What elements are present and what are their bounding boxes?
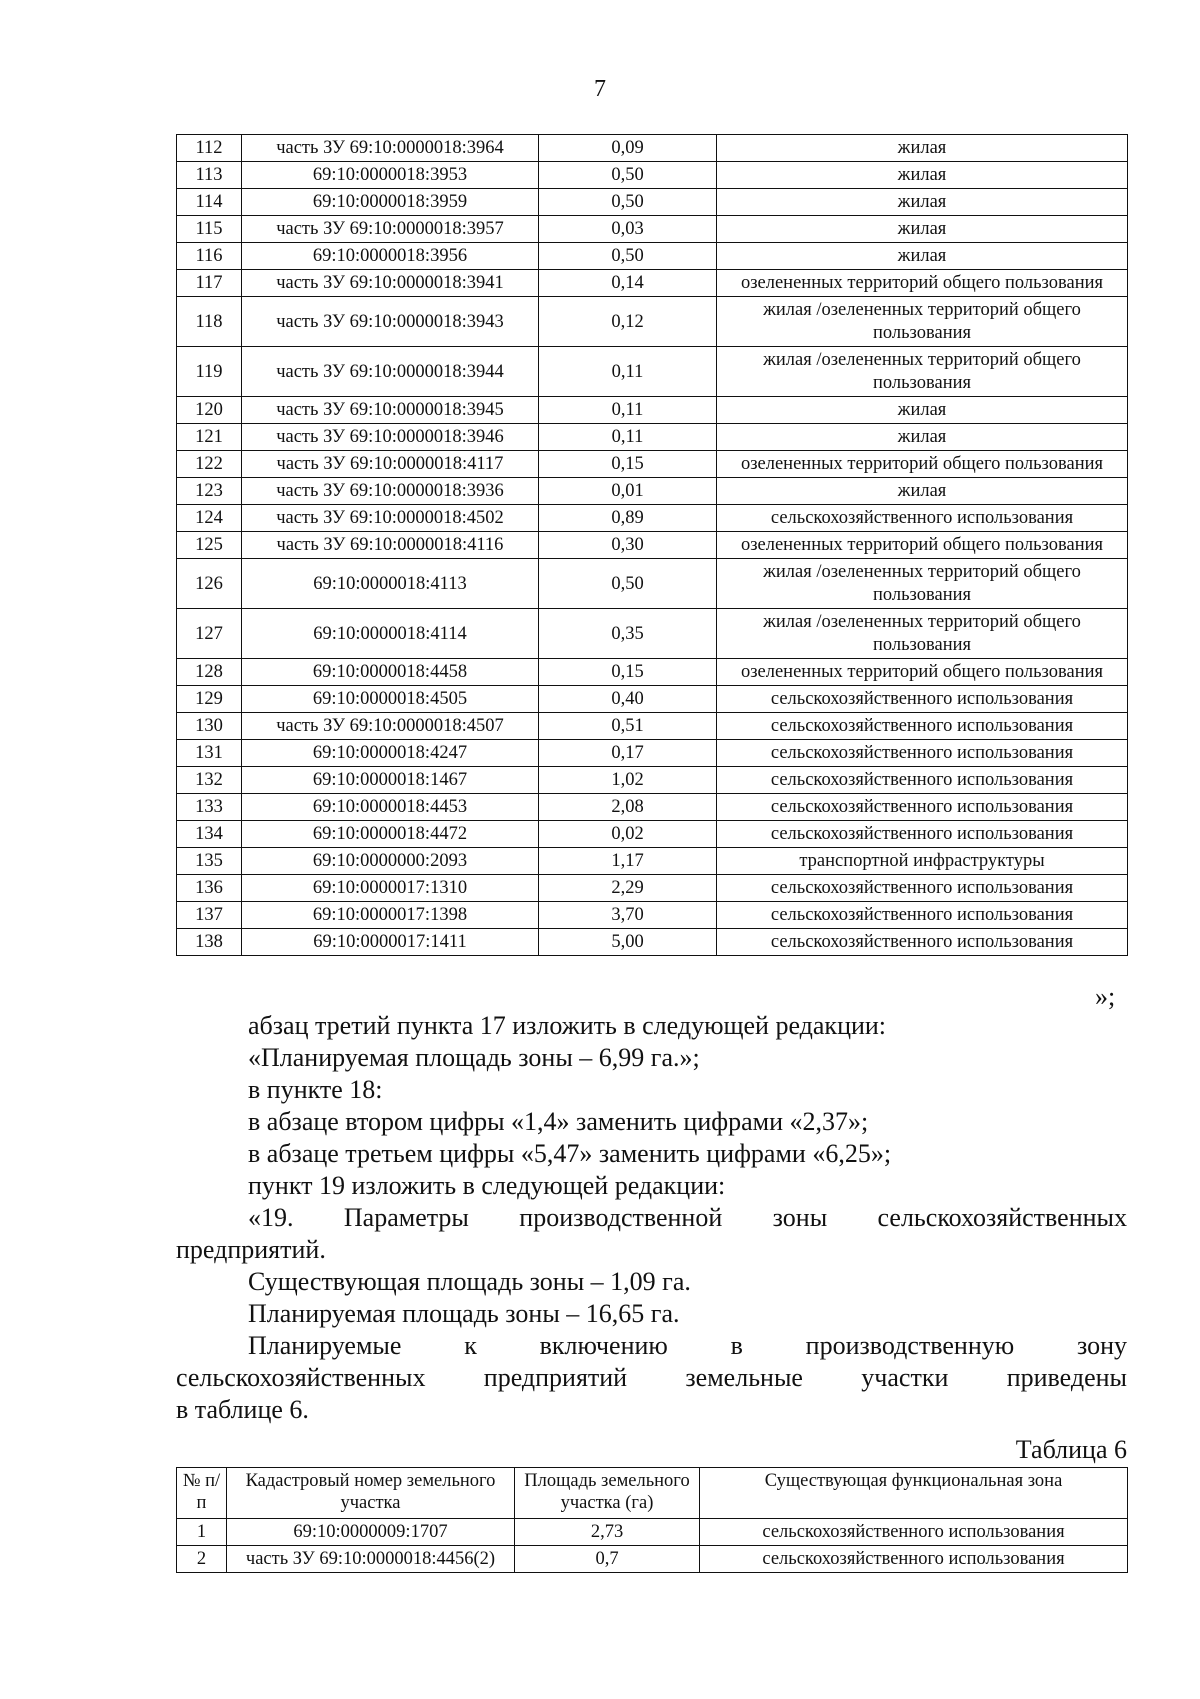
table-row <box>177 740 1128 767</box>
cell-number: 135 <box>177 848 242 875</box>
cell-area: 1,02 <box>539 767 717 794</box>
cell-area: 0,01 <box>539 478 717 505</box>
cell-number: 138 <box>177 929 242 956</box>
table-row <box>177 162 1128 189</box>
cell-number: 134 <box>177 821 242 848</box>
cell-zone: жилая /озелененных территорий общего пользования <box>717 559 1128 609</box>
table-row <box>177 1519 1128 1546</box>
paragraph: предприятий. <box>176 1235 326 1264</box>
table-row <box>177 505 1128 532</box>
table-row <box>177 189 1128 216</box>
cell-cadastral-number: часть ЗУ 69:10:0000018:3957 <box>242 216 539 243</box>
cell-cadastral-number: часть ЗУ 69:10:0000018:4502 <box>242 505 539 532</box>
table-row <box>177 1546 1128 1573</box>
cell-area: 0,02 <box>539 821 717 848</box>
cell-zone: сельскохозяйственного использования <box>717 505 1128 532</box>
table-6 <box>176 1467 1128 1573</box>
cell-cadastral-number: 69:10:0000018:3953 <box>242 162 539 189</box>
cell-cadastral-number: часть ЗУ 69:10:0000018:4456(2) <box>227 1546 515 1573</box>
table-header-row <box>177 1468 1128 1519</box>
table-6-body <box>177 1519 1128 1573</box>
cell-number: 112 <box>177 135 242 162</box>
cell-number: 123 <box>177 478 242 505</box>
cell-zone: сельскохозяйственного использования <box>717 875 1128 902</box>
cell-area: 2,29 <box>539 875 717 902</box>
cell-cadastral-number: часть ЗУ 69:10:0000018:3943 <box>242 297 539 347</box>
table-row <box>177 821 1128 848</box>
table-row <box>177 347 1128 397</box>
cell-zone: сельскохозяйственного использования <box>700 1519 1128 1546</box>
cell-cadastral-number: часть ЗУ 69:10:0000018:3945 <box>242 397 539 424</box>
cell-number: 1 <box>177 1519 227 1546</box>
cell-zone: жилая <box>717 424 1128 451</box>
land-plots-table-body <box>177 135 1128 956</box>
cell-area: 0,17 <box>539 740 717 767</box>
cell-area: 0,12 <box>539 297 717 347</box>
cell-cadastral-number: часть ЗУ 69:10:0000018:4117 <box>242 451 539 478</box>
cell-zone: жилая /озелененных территорий общего пользования <box>717 297 1128 347</box>
cell-area: 0,50 <box>539 243 717 270</box>
cell-area: 0,50 <box>539 559 717 609</box>
cell-number: 130 <box>177 713 242 740</box>
header-area: Площадь земельного участка (га) <box>515 1468 700 1519</box>
cell-zone: озелененных территорий общего пользования <box>717 451 1128 478</box>
cell-cadastral-number: 69:10:0000017:1411 <box>242 929 539 956</box>
cell-zone: озелененных территорий общего пользования <box>717 659 1128 686</box>
table-row <box>177 686 1128 713</box>
land-plots-table <box>176 134 1128 956</box>
cell-area: 2,08 <box>539 794 717 821</box>
table-row <box>177 609 1128 659</box>
cell-zone: сельскохозяйственного использования <box>717 686 1128 713</box>
cell-number: 137 <box>177 902 242 929</box>
header-zone: Существующая функциональная зона <box>700 1468 1128 1519</box>
cell-cadastral-number: часть ЗУ 69:10:0000018:4507 <box>242 713 539 740</box>
cell-cadastral-number: 69:10:0000000:2093 <box>242 848 539 875</box>
cell-cadastral-number: 69:10:0000018:4113 <box>242 559 539 609</box>
cell-zone: сельскохозяйственного использования <box>717 713 1128 740</box>
header-cadastral: Кадастровый номер земельного участка <box>227 1468 515 1519</box>
cell-cadastral-number: 69:10:0000017:1398 <box>242 902 539 929</box>
table-row <box>177 902 1128 929</box>
cell-zone: жилая <box>717 243 1128 270</box>
table-caption: Таблица 6 <box>1015 1435 1127 1464</box>
paragraph: Существующая площадь зоны – 1,09 га. <box>248 1267 691 1296</box>
cell-number: 125 <box>177 532 242 559</box>
cell-zone: жилая <box>717 135 1128 162</box>
cell-number: 127 <box>177 609 242 659</box>
cell-area: 0,09 <box>539 135 717 162</box>
cell-number: 131 <box>177 740 242 767</box>
cell-area: 0,11 <box>539 397 717 424</box>
table-row <box>177 397 1128 424</box>
paragraph: в абзаце втором цифры «1,4» заменить цифрами «2,37»; <box>248 1107 869 1136</box>
cell-area: 2,73 <box>515 1519 700 1546</box>
cell-number: 126 <box>177 559 242 609</box>
table-row <box>177 216 1128 243</box>
cell-zone: сельскохозяйственного использования <box>717 794 1128 821</box>
cell-number: 2 <box>177 1546 227 1573</box>
cell-number: 115 <box>177 216 242 243</box>
cell-zone: озелененных территорий общего пользования <box>717 270 1128 297</box>
cell-cadastral-number: 69:10:0000018:1467 <box>242 767 539 794</box>
cell-cadastral-number: 69:10:0000018:4505 <box>242 686 539 713</box>
cell-area: 0,51 <box>539 713 717 740</box>
cell-number: 117 <box>177 270 242 297</box>
cell-area: 0,03 <box>539 216 717 243</box>
closing-quote: »; <box>1095 982 1116 1011</box>
cell-number: 119 <box>177 347 242 397</box>
cell-zone: жилая <box>717 216 1128 243</box>
table-row <box>177 713 1128 740</box>
cell-number: 120 <box>177 397 242 424</box>
table-row <box>177 532 1128 559</box>
cell-area: 3,70 <box>539 902 717 929</box>
table-row <box>177 875 1128 902</box>
cell-zone: сельскохозяйственного использования <box>717 902 1128 929</box>
cell-number: 121 <box>177 424 242 451</box>
cell-cadastral-number: 69:10:0000017:1310 <box>242 875 539 902</box>
paragraph: Планируемая площадь зоны – 16,65 га. <box>248 1299 680 1328</box>
cell-number: 114 <box>177 189 242 216</box>
cell-area: 0,40 <box>539 686 717 713</box>
header-number: № п/п <box>177 1468 227 1519</box>
paragraph: пункт 19 изложить в следующей редакции: <box>248 1171 726 1200</box>
paragraph: в абзаце третьем цифры «5,47» заменить цифрами «6,25»; <box>248 1139 892 1168</box>
table-row <box>177 659 1128 686</box>
table-row <box>177 767 1128 794</box>
cell-zone: сельскохозяйственного использования <box>717 767 1128 794</box>
cell-cadastral-number: часть ЗУ 69:10:0000018:3944 <box>242 347 539 397</box>
cell-area: 0,15 <box>539 451 717 478</box>
cell-number: 129 <box>177 686 242 713</box>
cell-number: 116 <box>177 243 242 270</box>
cell-zone: транспортной инфраструктуры <box>717 848 1128 875</box>
paragraph: сельскохозяйственных предприятий земельные участки приведены <box>176 1363 1127 1392</box>
cell-area: 0,50 <box>539 162 717 189</box>
table-row <box>177 848 1128 875</box>
cell-cadastral-number: часть ЗУ 69:10:0000018:3936 <box>242 478 539 505</box>
cell-cadastral-number: 69:10:0000018:4247 <box>242 740 539 767</box>
cell-area: 0,7 <box>515 1546 700 1573</box>
cell-area: 0,11 <box>539 347 717 397</box>
cell-number: 118 <box>177 297 242 347</box>
cell-cadastral-number: часть ЗУ 69:10:0000018:3964 <box>242 135 539 162</box>
cell-zone: жилая /озелененных территорий общего пользования <box>717 347 1128 397</box>
cell-cadastral-number: 69:10:0000018:3959 <box>242 189 539 216</box>
table-row <box>177 559 1128 609</box>
paragraph: Планируемые к включению в производственную зону <box>248 1331 1127 1360</box>
paragraph: в таблице 6. <box>176 1395 309 1424</box>
cell-number: 133 <box>177 794 242 821</box>
page-number: 7 <box>594 76 606 102</box>
cell-zone: жилая <box>717 189 1128 216</box>
cell-cadastral-number: 69:10:0000018:4114 <box>242 609 539 659</box>
cell-number: 124 <box>177 505 242 532</box>
cell-area: 0,30 <box>539 532 717 559</box>
cell-zone: сельскохозяйственного использования <box>717 821 1128 848</box>
cell-area: 0,14 <box>539 270 717 297</box>
cell-number: 132 <box>177 767 242 794</box>
paragraph: «19. Параметры производственной зоны сельскохозяйственных <box>248 1203 1127 1232</box>
table-row <box>177 270 1128 297</box>
table-row <box>177 794 1128 821</box>
paragraph: «Планируемая площадь зоны – 6,99 га.»; <box>248 1043 700 1072</box>
table-row <box>177 478 1128 505</box>
cell-cadastral-number: часть ЗУ 69:10:0000018:4116 <box>242 532 539 559</box>
cell-cadastral-number: 69:10:0000018:4458 <box>242 659 539 686</box>
paragraph: абзац третий пункта 17 изложить в следующей редакции: <box>248 1011 887 1040</box>
amendment-text <box>176 1010 1127 1466</box>
cell-zone: сельскохозяйственного использования <box>717 929 1128 956</box>
cell-zone: жилая /озелененных территорий общего пользования <box>717 609 1128 659</box>
table-row <box>177 243 1128 270</box>
paragraph: в пункте 18: <box>248 1075 383 1104</box>
cell-number: 122 <box>177 451 242 478</box>
table-row <box>177 451 1128 478</box>
cell-zone: жилая <box>717 397 1128 424</box>
table-row <box>177 297 1128 347</box>
cell-zone: жилая <box>717 478 1128 505</box>
cell-number: 128 <box>177 659 242 686</box>
cell-cadastral-number: 69:10:0000018:4472 <box>242 821 539 848</box>
cell-area: 5,00 <box>539 929 717 956</box>
table-row <box>177 135 1128 162</box>
cell-cadastral-number: 69:10:0000018:3956 <box>242 243 539 270</box>
cell-zone: сельскохозяйственного использования <box>717 740 1128 767</box>
cell-number: 113 <box>177 162 242 189</box>
cell-zone: сельскохозяйственного использования <box>700 1546 1128 1573</box>
table-row <box>177 929 1128 956</box>
cell-area: 0,50 <box>539 189 717 216</box>
cell-cadastral-number: часть ЗУ 69:10:0000018:3941 <box>242 270 539 297</box>
cell-zone: жилая <box>717 162 1128 189</box>
cell-number: 136 <box>177 875 242 902</box>
cell-area: 1,17 <box>539 848 717 875</box>
cell-area: 0,11 <box>539 424 717 451</box>
cell-area: 0,89 <box>539 505 717 532</box>
cell-cadastral-number: 69:10:0000018:4453 <box>242 794 539 821</box>
cell-cadastral-number: 69:10:0000009:1707 <box>227 1519 515 1546</box>
cell-area: 0,35 <box>539 609 717 659</box>
cell-area: 0,15 <box>539 659 717 686</box>
cell-zone: озелененных территорий общего пользования <box>717 532 1128 559</box>
cell-cadastral-number: часть ЗУ 69:10:0000018:3946 <box>242 424 539 451</box>
table-row <box>177 424 1128 451</box>
